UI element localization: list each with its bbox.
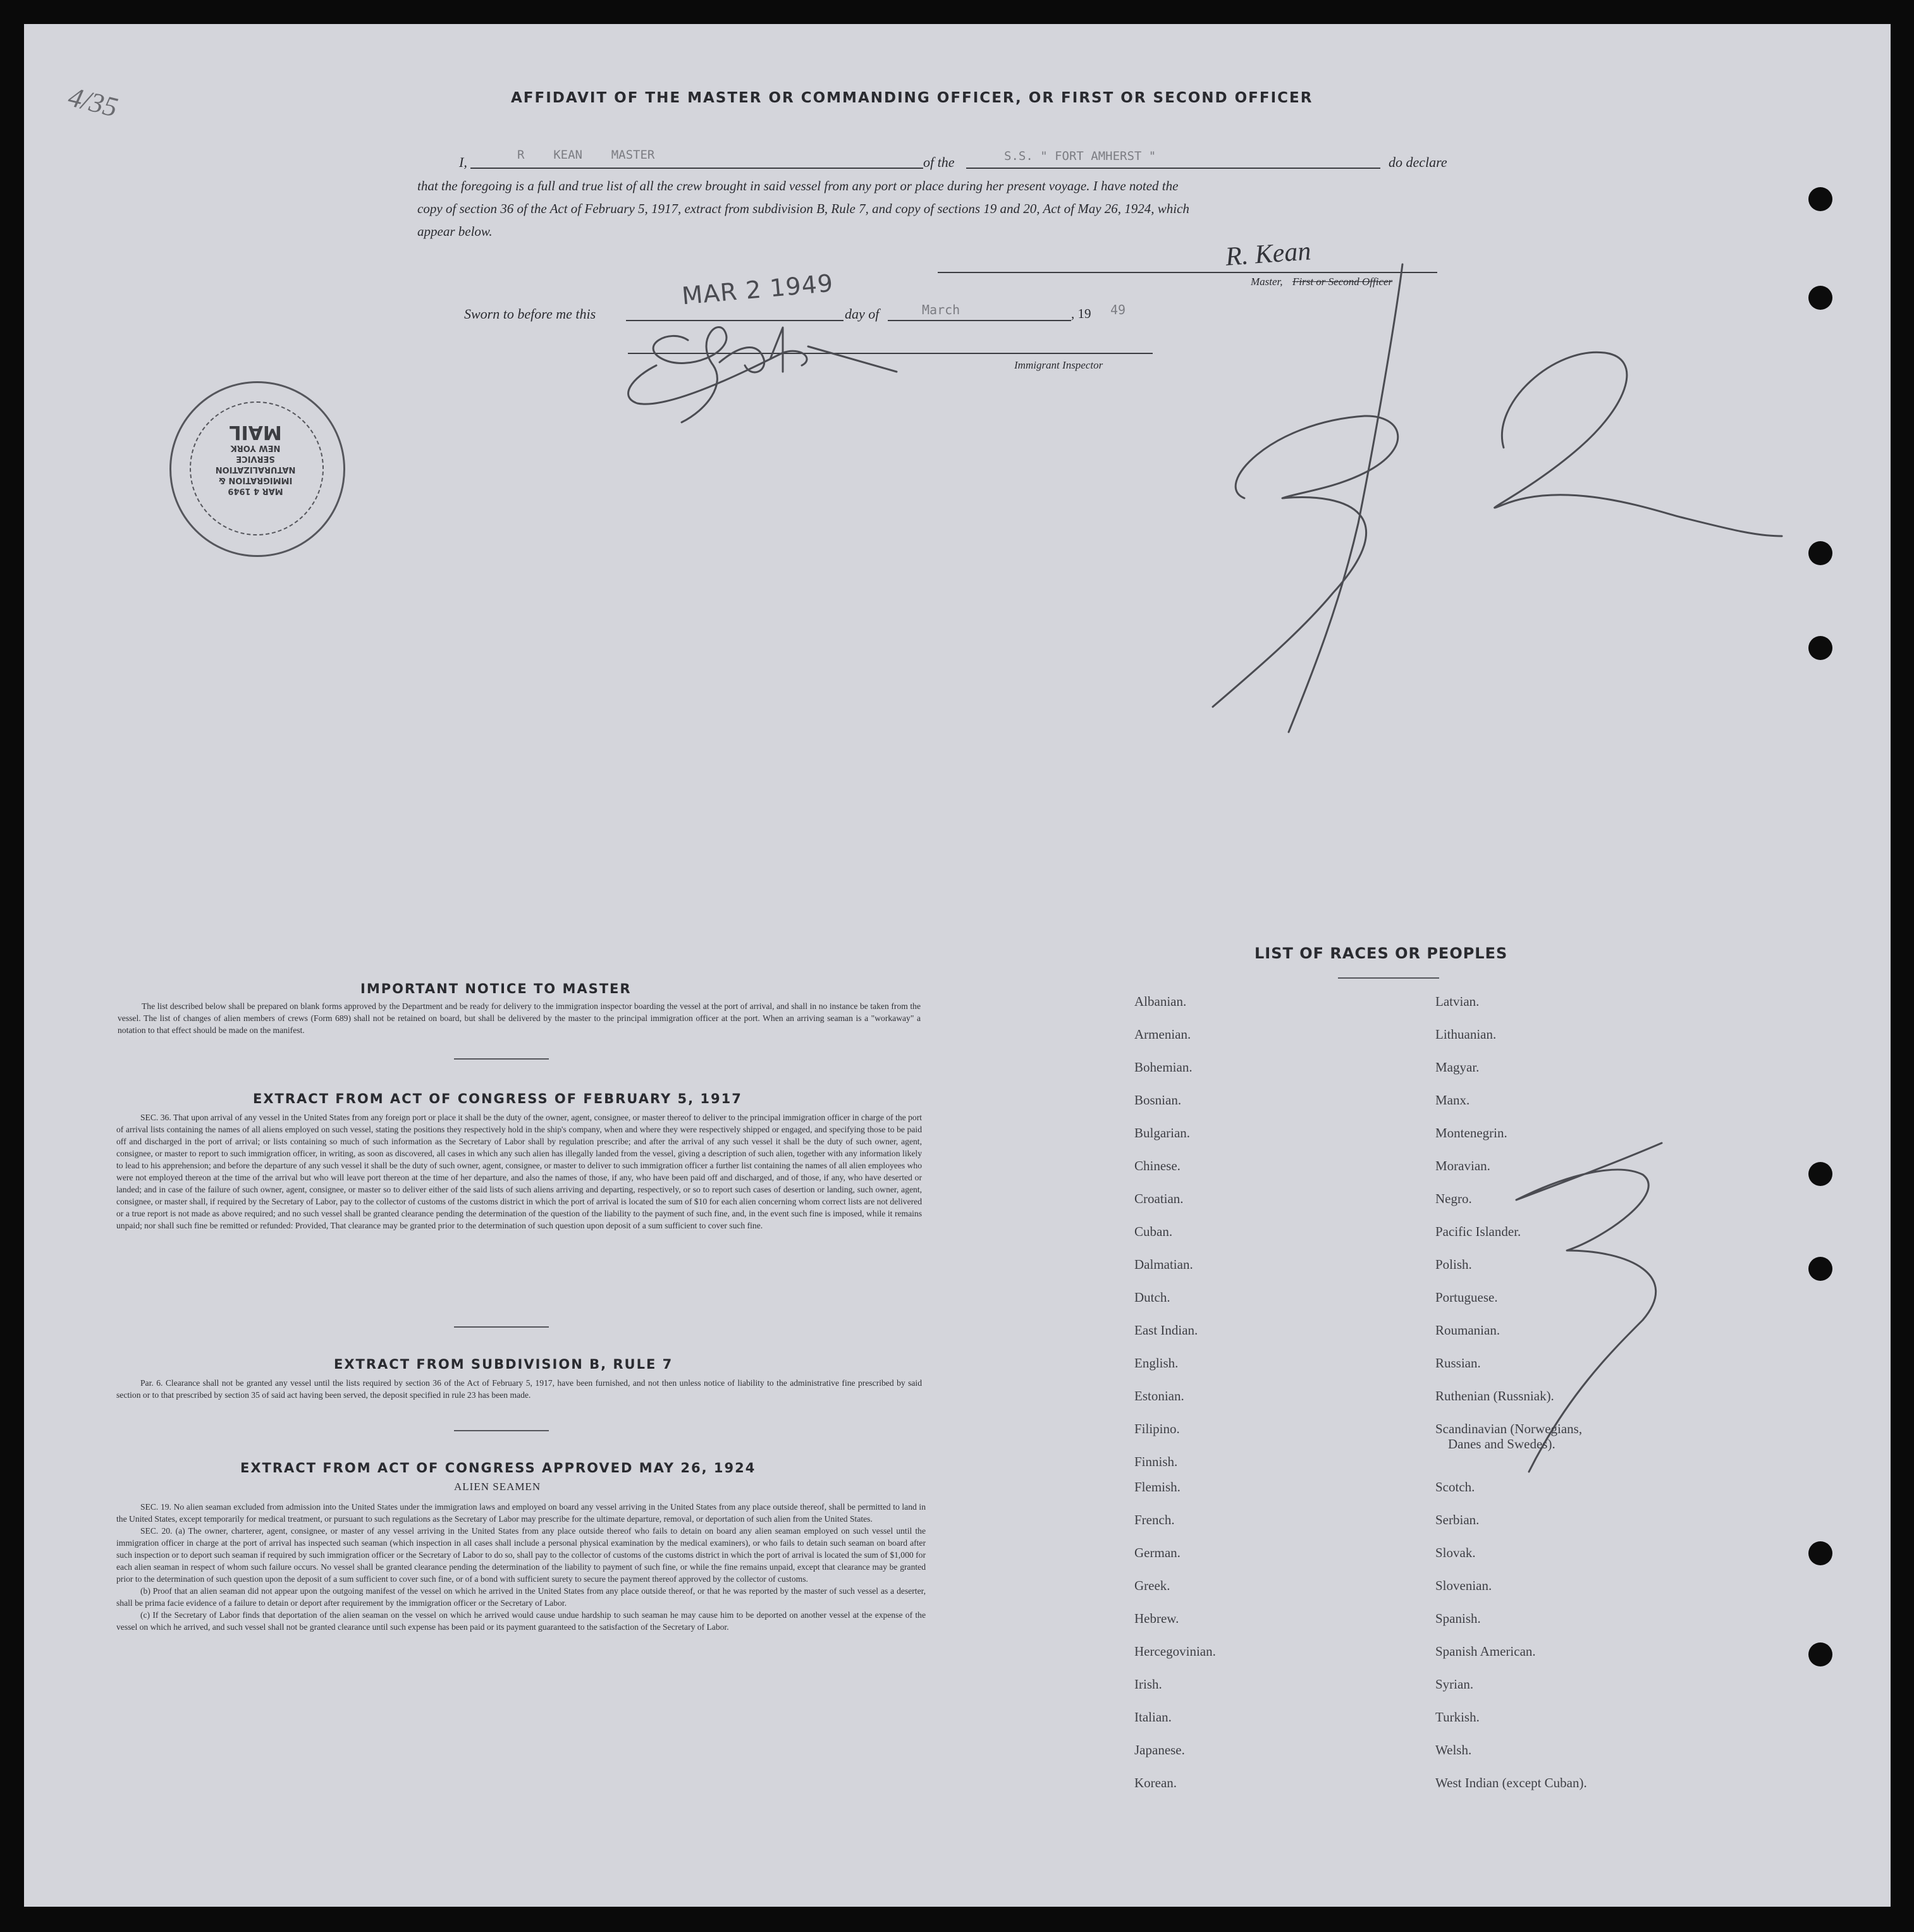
race-item: Dutch.	[1134, 1290, 1170, 1305]
extract-rule7-title: EXTRACT FROM SUBDIVISION B, RULE 7	[334, 1357, 673, 1372]
race-item: Spanish.	[1435, 1611, 1481, 1626]
affidavit-line-1: that the foregoing is a full and true list of all the crew brought in said vessel from any port or place during her present voyage. I have noted the	[417, 178, 1179, 193]
divider	[454, 1326, 549, 1328]
race-item: Lithuanian.	[1435, 1027, 1497, 1042]
punch-hole	[1808, 1162, 1832, 1186]
race-item: Armenian.	[1134, 1027, 1191, 1042]
punch-hole	[1808, 541, 1832, 565]
punch-hole	[1808, 1257, 1832, 1281]
race-item: Italian.	[1134, 1709, 1172, 1725]
race-item: Syrian.	[1435, 1677, 1474, 1692]
punch-hole	[1808, 1642, 1832, 1666]
race-item: Bulgarian.	[1134, 1125, 1191, 1140]
race-item: Bohemian.	[1134, 1060, 1193, 1075]
affidavit-line-2: copy of section 36 of the Act of February 5, 1917, extract from subdivision B, Rule 7, and copy of sections 19 and 20, Act of May 26, 1924, which	[417, 201, 1189, 216]
affidavit-title: AFFIDAVIT OF THE MASTER OR COMMANDING OFFICER, OR FIRST OR SECOND OFFICER	[511, 90, 1313, 106]
master-label: Master,	[1251, 276, 1283, 288]
race-item: Manx.	[1435, 1092, 1470, 1108]
race-item: Dalmatian.	[1134, 1257, 1193, 1272]
race-item: Scandinavian (Norwegians,	[1435, 1421, 1583, 1436]
race-item: Chinese.	[1134, 1158, 1181, 1173]
master-name-field: R KEAN MASTER	[517, 148, 655, 162]
master-signature: R. Kean	[1224, 236, 1312, 272]
race-item: Magyar.	[1435, 1060, 1480, 1075]
extract-1924-text: SEC. 19. No alien seaman excluded from admission into the United States under the immigration laws and employed on board any vessel arriving in the United States from any place outside thereof, shall be permitted to land in the United States, except temporarily for medical treatment, or pursuant to such regulations as the Secretary of Labor may prescribe for the ultimate departure, removal, or deportation of such alien from the United States. SEC. 20. (a) The owner, charterer, agent, consignee, or master of any vessel arriving in the United States from any place outside thereof who fails to detain on board any alien seaman employed on such vessel until the immigration officer in charge at the port of arrival has inspected such seaman (which inspection in all cases shall include a personal physical examination by the medical examiners), or who fails to detain such seaman on board after such inspection or to deport such seaman if required by such immigration officer or the Secretary of Labor to do so, shall pay to the collector of customs of the customs district in which the port of arrival is located the sum of $1,000 for each alien seaman in respect of whom such failure occurs. No vessel shall be granted clearance pending the determination of the liability to payment of such fine, or while the fine remains unpaid, except that clearance may be granted prior to the determination of such question upon the deposit of a sum sufficient to cover such fine, or of a bond with sufficient surety to secure the payment thereof approved by the collector of customs. (b) Proof that an alien seaman did not appear upon the outgoing manifest of the vessel on which he arrived in the United States from any place outside thereof, or that he was reported by the master of such vessel as a deserter, shall be prima facie evidence of a failure to detain or deport after requirement by the immigration officer or the Secretary of Labor. (c) If the Secretary of Labor finds that deportation of the alien seaman on the vessel on which he arrived would cause undue hardship to such seaman he may cause him to be deported on another vessel at the expense of the vessel on which he arrived, and such vessel shall not be granted clearance until such expense has been paid or its payment guaranteed to the satisfaction of the Secretary of Labor.	[116, 1502, 926, 1632]
race-item: Cuban.	[1134, 1224, 1173, 1239]
race-item: Bosnian.	[1134, 1092, 1182, 1108]
race-item: Hercegovinian.	[1134, 1644, 1216, 1659]
race-item: Scotch.	[1435, 1479, 1475, 1495]
race-item: Filipino.	[1134, 1421, 1180, 1436]
race-item: Albanian.	[1134, 994, 1187, 1009]
race-item: Finnish.	[1134, 1454, 1178, 1469]
vessel-underline	[966, 168, 1380, 169]
race-item: Moravian.	[1435, 1158, 1490, 1173]
notice-title: IMPORTANT NOTICE TO MASTER	[360, 981, 632, 996]
document-page	[24, 24, 1891, 1907]
of-the-label: of the	[923, 154, 955, 170]
race-item: Ruthenian (Russniak).	[1435, 1388, 1554, 1403]
race-item: Polish.	[1435, 1257, 1472, 1272]
race-item: Pacific Islander.	[1435, 1224, 1521, 1239]
inspector-label: Immigrant Inspector	[1014, 359, 1103, 371]
race-item: Slovenian.	[1435, 1578, 1492, 1593]
race-item: Spanish American.	[1435, 1644, 1536, 1659]
race-item: Japanese.	[1134, 1742, 1185, 1758]
race-item: German.	[1134, 1545, 1181, 1560]
punch-hole	[1808, 187, 1832, 211]
day-of-label: day of	[845, 306, 880, 322]
month-field: March	[922, 302, 960, 317]
race-item: Slovak.	[1435, 1545, 1476, 1560]
race-item: East Indian.	[1134, 1323, 1198, 1338]
race-item: French.	[1134, 1512, 1175, 1527]
race-item: Russian.	[1435, 1355, 1481, 1371]
seal-text: MAR 4 1949 IMMIGRATION & NATURALIZATION SERVICE NEW YORK MAIL	[215, 421, 296, 496]
race-item: Irish.	[1134, 1677, 1162, 1692]
race-item: West Indian (except Cuban).	[1435, 1775, 1587, 1790]
vessel-name-field: S.S. " FORT AMHERST "	[1004, 149, 1156, 163]
extract-1924-subtitle: ALIEN SEAMEN	[454, 1481, 541, 1493]
do-declare-label: do declare	[1389, 154, 1447, 170]
race-item: Greek.	[1134, 1578, 1170, 1593]
race-item: Danes and Swedes).	[1448, 1436, 1555, 1452]
divider	[454, 1430, 549, 1431]
race-item: Croatian.	[1134, 1191, 1184, 1206]
race-item: Serbian.	[1435, 1512, 1480, 1527]
sworn-label: Sworn to before me this	[464, 306, 596, 322]
race-item: Latvian.	[1435, 994, 1480, 1009]
notice-text: The list described below shall be prepared on blank forms approved by the Department and be ready for delivery to the immigration inspector boarding the vessel at the port of arrival, and shall in no instance be taken from the vessel. The list of changes of alien members of crews (Form 689) shall not be retained on board, but shall be delivered by the master to the principal immigration officer at the port. When an arriving seaman is a "workaway" a notation to that effect should be made on the manifest.	[118, 1001, 921, 1035]
race-item: Turkish.	[1435, 1709, 1480, 1725]
race-item: Portuguese.	[1435, 1290, 1498, 1305]
race-item: Roumanian.	[1435, 1323, 1500, 1338]
name-underline	[470, 168, 923, 169]
divider	[454, 1058, 549, 1060]
extract-rule7-text: Par. 6. Clearance shall not be granted any vessel until the lists required by section 36 of the Act of February 5, 1917, have been furnished, and not then unless notice of liability to the administrative fine prescribed by said section or to that prescribed by section 35 of said act having been served, the deposit specified in rule 23 has been made.	[116, 1378, 922, 1400]
punch-hole	[1808, 636, 1832, 660]
date-stamp: MAR 2 1949	[680, 269, 835, 310]
year-field: 49	[1110, 302, 1126, 317]
race-item: English.	[1134, 1355, 1179, 1371]
race-item: Montenegrin.	[1435, 1125, 1507, 1140]
races-title: LIST OF RACES OR PEOPLES	[1255, 945, 1508, 962]
struck-officer-label: First or Second Officer	[1292, 276, 1393, 288]
race-item: Hebrew.	[1134, 1611, 1179, 1626]
races-divider	[1338, 977, 1439, 979]
race-item: Korean.	[1134, 1775, 1177, 1790]
handwritten-fraction	[1175, 239, 1807, 783]
race-item: Negro.	[1435, 1191, 1472, 1206]
extract-1924-title: EXTRACT FROM ACT OF CONGRESS APPROVED MAY 26, 1924	[240, 1460, 756, 1476]
race-item: Welsh.	[1435, 1742, 1472, 1758]
race-item: Estonian.	[1134, 1388, 1184, 1403]
year-prefix: , 19	[1071, 306, 1091, 321]
corner-note: 4/35	[65, 81, 121, 123]
affidavit-prefix: I,	[459, 154, 467, 170]
punch-hole	[1808, 1541, 1832, 1565]
inspector-signature	[593, 302, 947, 429]
affidavit-line-3: appear below.	[417, 224, 493, 239]
extract-1917-text: SEC. 36. That upon arrival of any vessel in the United States from any foreign port or place it shall be the duty of the owner, agent, consignee, or master thereof to deliver to the principal immigration officer in charge of the port of arrival lists containing the names of all aliens employed on such vessel, stating the positions they respectively hold in the ship's company, when and where they were respectively shipped or engaged, and specifying those to be paid off and discharged in the port of arrival; or lists containing so much of such information as the Secretary of Labor shall by regulation prescribe; and after the arrival of any such vessel it shall be the duty of such owner, agent, consignee, or master to report to such immigration officer, in writing, as soon as discovered, all cases in which any such alien has illegally landed from the vessel, giving a description of such alien, together with any information likely to lead to his apprehension; and before the departure of any such vessel it shall be the duty of such owner, agent, consignee, or master to deliver to such immigration officer a further list containing the names of all alien employees who were not employed thereon at the time of the arrival but who will leave port thereon at the time of her departure, and also the names of those, if any, who have been paid off and discharged, and of those, if any, who have deserted or landed; and in case of the failure of such owner, agent, consignee, or master so to deliver either of the said lists of such aliens arriving and departing, respectively, or so to report such cases of desertion or landing, such owner, agent, consignee, or master shall, if required by the Secretary of Labor, pay to the collector of customs of the customs district in which the port of arrival is located the sum of $10 for each alien concerning whom correct lists are not delivered or a true report is not made as above required; and no such vessel shall be granted clearance pending the determination of the question of the liability to the payment of such fine, and, in the event such fine is imposed, while it remains unpaid; nor shall such fine be remitted or refunded: Provided, That clearance may be granted prior to the determination of such question upon deposit of a sum sufficient to cover such fine.	[116, 1113, 922, 1230]
race-item: Flemish.	[1134, 1479, 1181, 1495]
extract-1917-title: EXTRACT FROM ACT OF CONGRESS OF FEBRUARY 5, 1917	[253, 1091, 742, 1106]
punch-hole	[1808, 286, 1832, 310]
